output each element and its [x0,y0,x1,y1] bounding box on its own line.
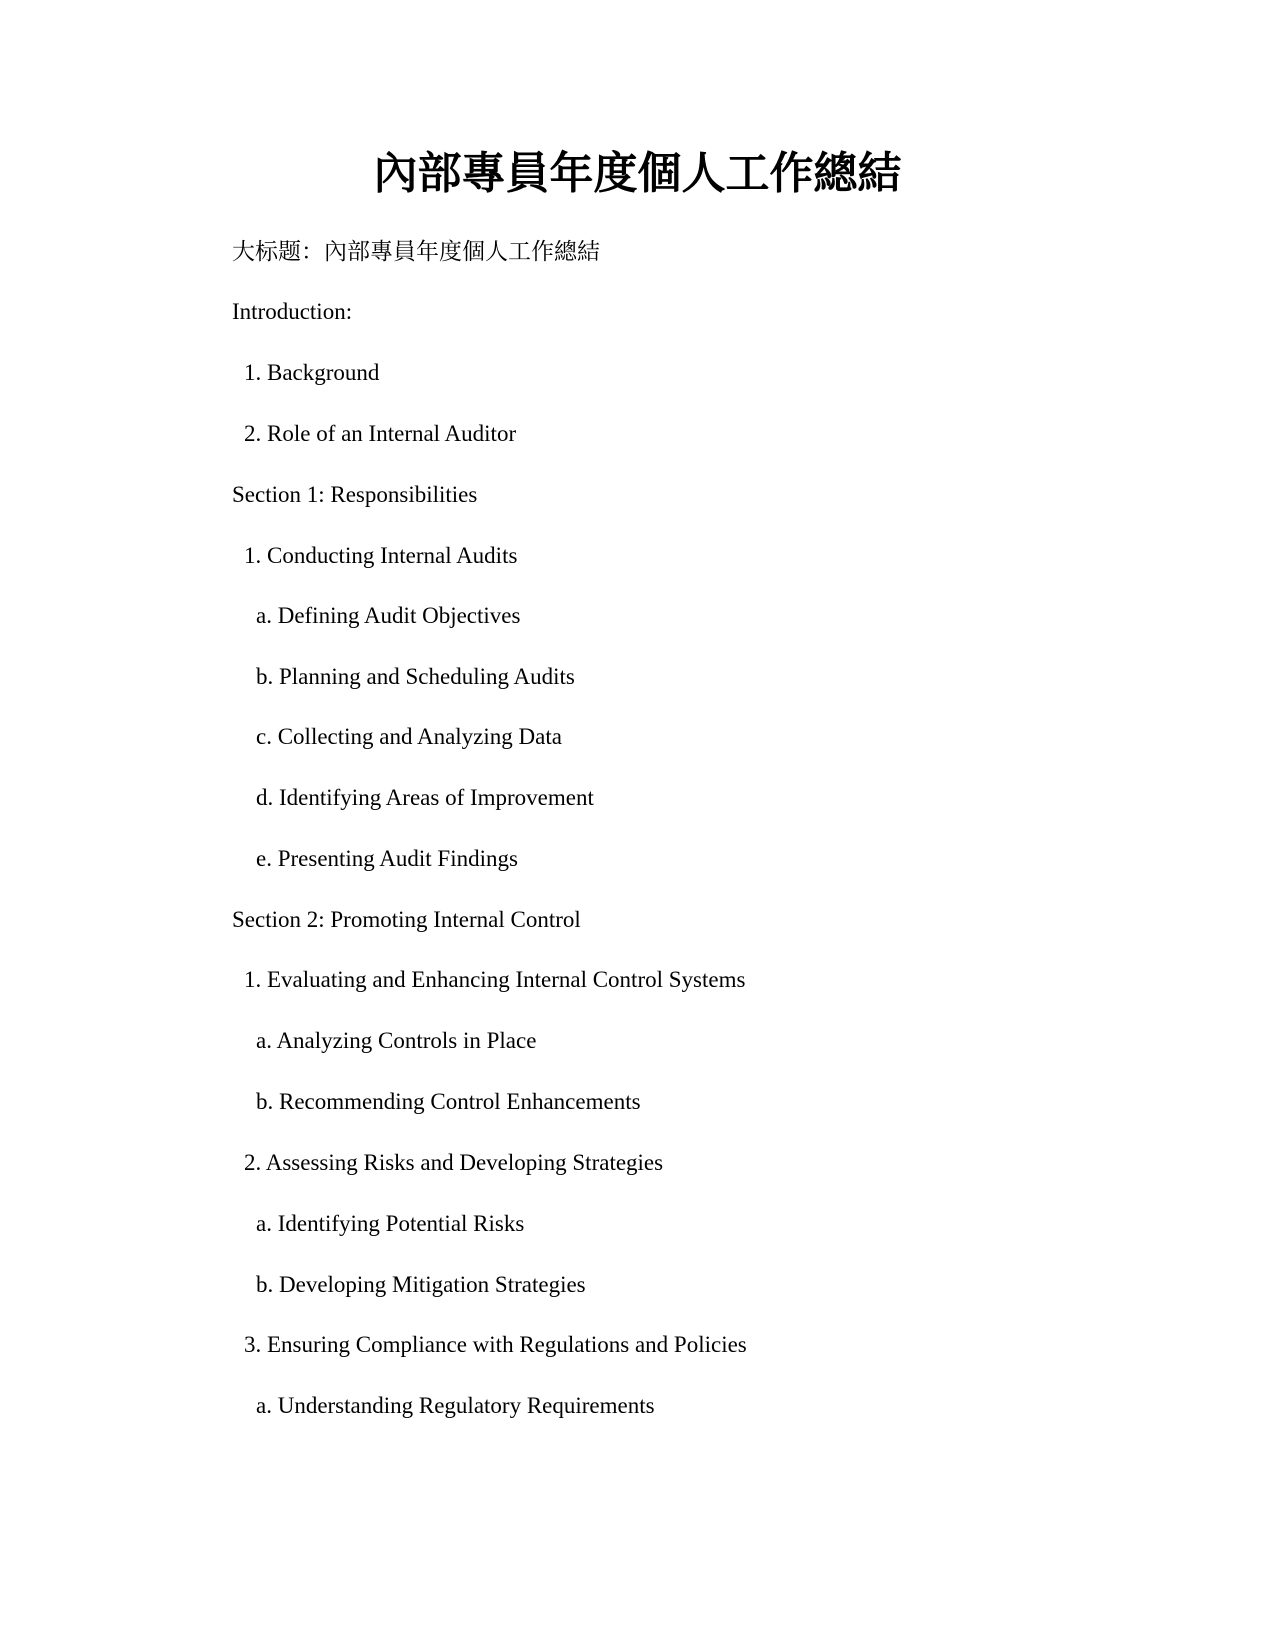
sub-list-item: a. Defining Audit Objectives [256,603,521,628]
sub-list-item: b. Recommending Control Enhancements [256,1089,641,1114]
list-item: 2. Role of an Internal Auditor [244,421,517,446]
subtitle-line: 大标题：內部專員年度個人工作總結 [232,239,600,264]
sub-list-item: b. Developing Mitigation Strategies [256,1272,586,1297]
document-title: 內部專員年度個人工作總結 [373,148,902,199]
heading-introduction: Introduction: [232,299,353,324]
sub-list-item: d. Identifying Areas of Improvement [256,785,594,810]
list-item: 2. Assessing Risks and Developing Strategies [244,1150,664,1175]
sub-list-item: a. Analyzing Controls in Place [256,1028,537,1053]
list-item: 1. Evaluating and Enhancing Internal Control Systems [244,967,746,992]
heading-section-1: Section 1: Responsibilities [232,482,478,507]
sub-list-item: c. Collecting and Analyzing Data [256,724,562,749]
sub-list-item: a. Identifying Potential Risks [256,1211,525,1236]
list-item: 3. Ensuring Compliance with Regulations and Policies [244,1332,747,1357]
sub-list-item: b. Planning and Scheduling Audits [256,664,575,689]
heading-section-2: Section 2: Promoting Internal Control [232,907,581,932]
list-item: 1. Background [244,360,380,385]
sub-list-item: a. Understanding Regulatory Requirements [256,1393,655,1418]
list-item: 1. Conducting Internal Audits [244,543,518,568]
sub-list-item: e. Presenting Audit Findings [256,846,518,871]
